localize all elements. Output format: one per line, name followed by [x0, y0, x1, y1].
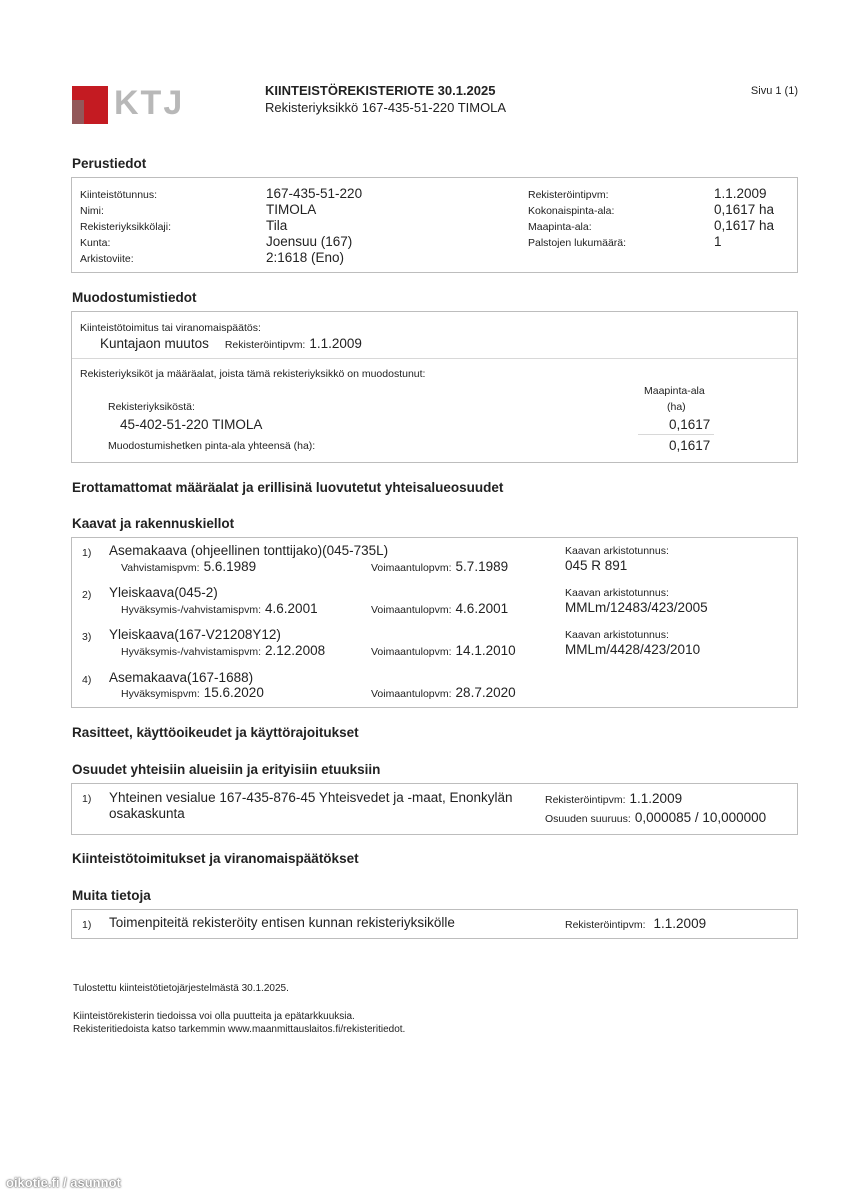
kaava-date1: Hyväksymispvm: 15.6.2020 — [121, 685, 264, 700]
info-row: Nimi: TIMOLA — [80, 202, 317, 217]
section-heading-osuudet: Osuudet yhteisiin alueisiin ja erityisiin etuuksiin — [72, 762, 381, 777]
muita-text: Toimenpiteitä rekisteröity entisen kunnan rekisteriyksikölle — [109, 915, 455, 930]
kaava-date2: Voimaantulopvm: 4.6.2001 — [371, 601, 509, 616]
kaava-date1: Hyväksymis-/vahvistamispvm: 2.12.2008 — [121, 643, 326, 658]
area-column-unit: (ha) — [667, 401, 686, 413]
kaava-archive-value: MMLm/4428/423/2010 — [565, 642, 701, 657]
footer-note2: Rekisteritiedoista katso tarkemmin www.maanmittauslaitos.fi/rekisteritiedot. — [73, 1024, 406, 1035]
kaava-date1: Vahvistamispvm: 5.6.1989 — [121, 559, 257, 574]
document-title: KIINTEISTÖREKISTERIOTE 30.1.2025 — [265, 83, 496, 98]
kaava-number: 2) — [82, 589, 92, 601]
kaava-date2: Voimaantulopvm: 5.7.1989 — [371, 559, 509, 574]
toimitus-row — [100, 336, 362, 351]
divider — [72, 358, 797, 359]
total-label: Muodostumishetken pinta-ala yhteensä (ha): — [108, 440, 316, 452]
kaava-name: Asemakaava(167-1688) — [109, 670, 254, 685]
osuus-reg: Rekisteröintipvm: 1.1.2009 — [545, 791, 683, 806]
source-intro: Rekisteriyksiköt ja määräalat, joista tämä rekisteriyksikkö on muodostunut: — [80, 368, 426, 380]
total-value: 0,1617 — [669, 438, 711, 453]
info-row: Rekisteriyksikkölaji: Tila — [80, 218, 288, 233]
osuus-text-line2: osakaskunta — [109, 806, 185, 821]
kaava-archive-value: MMLm/12483/423/2005 — [565, 600, 708, 615]
footer-printed: Tulostettu kiinteistötietojärjestelmästä 30.1.2025. — [73, 983, 289, 994]
perustiedot-right — [528, 186, 788, 250]
osuus-share: Osuuden suuruus: 0,000085 / 10,000000 — [545, 810, 767, 825]
kaava-date2: Voimaantulopvm: 14.1.2010 — [371, 643, 516, 658]
info-row: Arkistoviite: 2:1618 (Eno) — [80, 250, 345, 265]
kaava-date1: Hyväksymis-/vahvistamispvm: 4.6.2001 — [121, 601, 318, 616]
muita-number: 1) — [82, 919, 92, 931]
section-heading-muodostumistiedot: Muodostumistiedot — [72, 290, 197, 305]
kaava-name: Asemakaava (ohjeellinen tonttijako)(045-735L) — [109, 543, 389, 558]
kaava-number: 1) — [82, 547, 92, 559]
reg-value: 1.1.2009 — [309, 336, 362, 351]
document-subtitle: Rekisteriyksikkö 167-435-51-220 TIMOLA — [265, 100, 507, 115]
kaava-date2: Voimaantulopvm: 28.7.2020 — [371, 685, 516, 700]
toimitus-value: Kuntajaon muutos — [100, 336, 209, 351]
kaava-archive-label: Kaavan arkistotunnus: — [565, 587, 669, 599]
toimitus-label: Kiinteistötoimitus tai viranomaispäätös: — [80, 322, 261, 334]
area-column-header: Maapinta-ala — [644, 385, 705, 397]
footer-note1: Kiinteistörekisterin tiedoissa voi olla puutteita ja epätarkkuuksia. — [73, 1011, 355, 1022]
kaavat-box — [71, 537, 798, 708]
muodostumistiedot-box — [71, 311, 798, 463]
perustiedot-box — [71, 177, 798, 273]
watermark: oikotie.fi / asunnot — [6, 1175, 121, 1190]
area-underline — [638, 434, 714, 435]
muita-tietoja-box — [71, 909, 798, 939]
info-row: Kokonaispinta-ala: 0,1617 ha — [528, 202, 775, 217]
kaava-archive-label: Kaavan arkistotunnus: — [565, 545, 669, 557]
section-heading-kaavat: Kaavat ja rakennuskiellot — [72, 516, 235, 531]
kaava-number: 4) — [82, 674, 92, 686]
osuus-number: 1) — [82, 793, 92, 805]
section-heading-rasitteet: Rasitteet, käyttöoikeudet ja käyttörajoitukset — [72, 725, 359, 740]
info-row: Maapinta-ala: 0,1617 ha — [528, 218, 775, 233]
from-area: 0,1617 — [669, 417, 711, 432]
kaava-archive-label: Kaavan arkistotunnus: — [565, 629, 669, 641]
page-number: Sivu 1 (1) — [750, 85, 798, 97]
section-heading-muita-tietoja: Muita tietoja — [72, 888, 151, 903]
info-row: Rekisteröintipvm: 1.1.2009 — [528, 186, 767, 201]
kaava-name: Yleiskaava(167-V21208Y12) — [109, 627, 281, 642]
info-row: Palstojen lukumäärä: 1 — [528, 234, 722, 249]
info-row: Kunta: Joensuu (167) — [80, 234, 353, 249]
kaava-archive-value: 045 R 891 — [565, 558, 628, 573]
kaava-number: 3) — [82, 631, 92, 643]
kaava-name: Yleiskaava(045-2) — [109, 585, 218, 600]
osuus-text-line1: Yhteinen vesialue 167-435-876-45 Yhteisvedet ja -maat, Enonkylän — [109, 790, 513, 805]
osuudet-box — [71, 783, 798, 835]
ktj-logo-accent — [72, 100, 84, 124]
perustiedot-left — [80, 186, 380, 266]
muita-reg: Rekisteröintipvm: 1.1.2009 — [565, 916, 707, 931]
reg-label: Rekisteröintipvm: — [224, 339, 306, 351]
section-heading-perustiedot: Perustiedot — [72, 156, 147, 171]
from-label: Rekisteriyksiköstä: — [108, 401, 195, 413]
section-heading-erottamattomat: Erottamattomat määräalat ja erillisinä luovutetut yhteisalueosuudet — [72, 480, 504, 495]
ktj-logo-text: KTJ — [114, 84, 185, 122]
section-heading-toimitukset: Kiinteistötoimitukset ja viranomaispäätökset — [72, 851, 359, 866]
info-row: Kiinteistötunnus: 167-435-51-220 — [80, 186, 363, 201]
from-value: 45-402-51-220 TIMOLA — [120, 417, 263, 432]
